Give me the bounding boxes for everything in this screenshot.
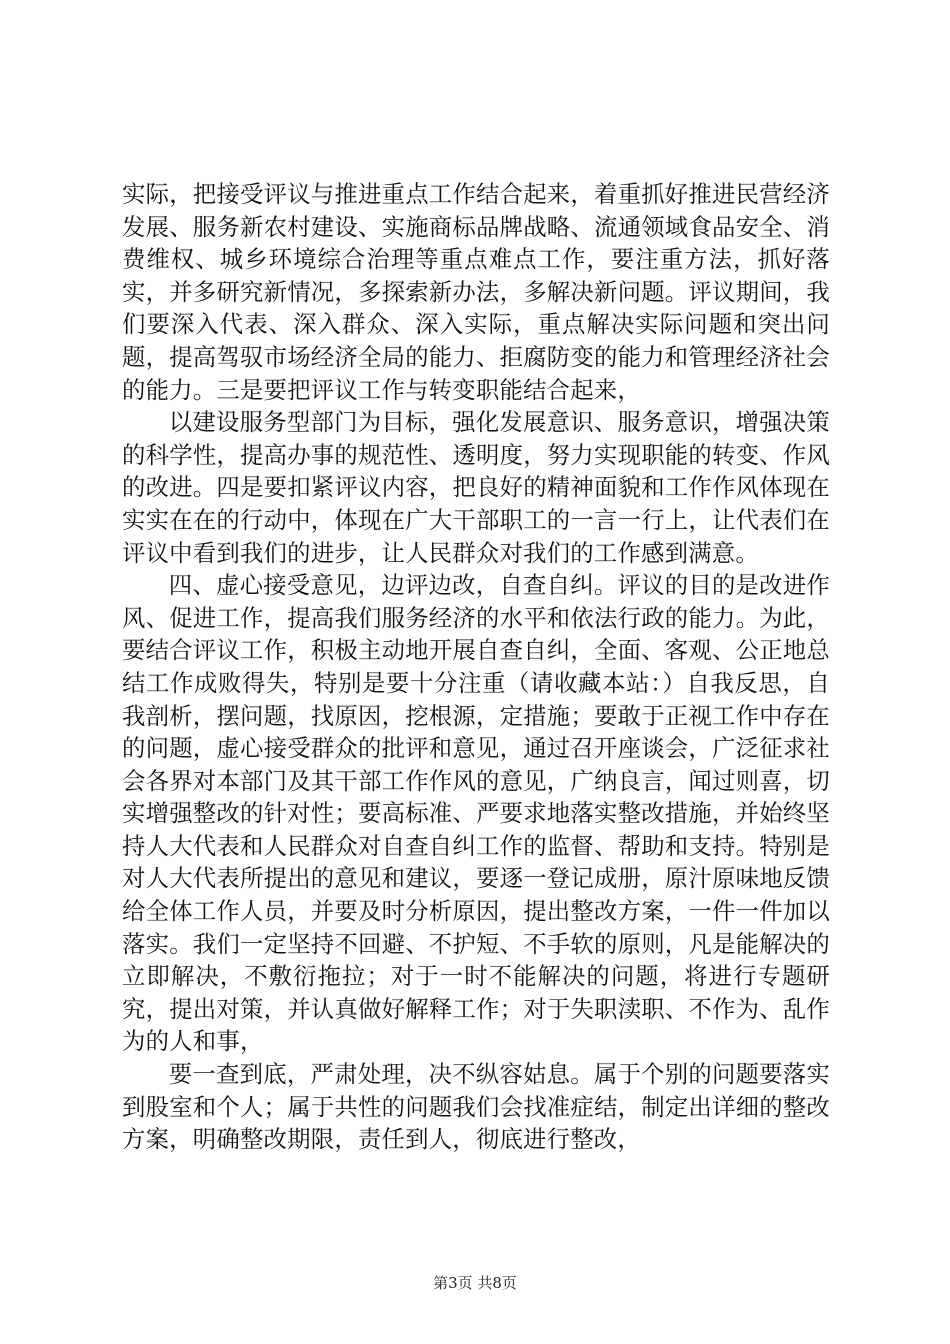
- page-number: 第3页 共8页: [433, 1274, 517, 1292]
- paragraph-3: 四、虚心接受意见，边评边改，自查自纠。评议的目的是改进作风、促进工作，提高我们服务经济的水平和依法行政的能力。为此，要结合评议工作，积极主动地开展自查自纠，全面、客观、公正地总结工作成败得失，特别是要十分注重（请收藏本站：）自我反思，自我剖析，摆问题，找原因，挖根源，定措施；要敢于正视工作中存在的问题，虚心接受群众的批评和意见，通过召开座谈会，广泛征求社会各界对本部门及其干部工作作风的意见，广纳良言，闻过则喜，切实增强整改的针对性；要高标准、严要求地落实整改措施，并始终坚持人大代表和人民群众对自查自纠工作的监督、帮助和支持。特别是对人大代表所提出的意见和建议，要逐一登记成册，原汁原味地反馈给全体工作人员，并要及时分析原因，提出整改方案，一件一件加以落实。我们一定坚持不回避、不护短、不手软的原则，凡是能解决的立即解决，不敷衍拖拉；对于一时不能解决的问题，将进行专题研究，提出对策，并认真做好解释工作；对于失职渎职、不作为、乱作为的人和事，: [122, 571, 830, 1056]
- paragraph-2: 以建设服务型部门为目标，强化发展意识、服务意识，增强决策的科学性，提高办事的规范性、透明度，努力实现职能的转变、作风的改进。四是要扣紧评议内容，把良好的精神面貌和工作作风体现在实实在在的行动中，体现在广大干部职工的一言一行上，让代表们在评议中看到我们的进步，让人民群众对我们的工作感到满意。: [122, 408, 830, 567]
- document-body: [122, 178, 830, 1156]
- paragraph-4: 要一查到底，严肃处理，决不纵容姑息。属于个别的问题要落实到股室和个人；属于共性的问题我们会找准症结，制定出详细的整改方案，明确整改期限，责任到人，彻底进行整改，: [122, 1060, 830, 1154]
- paragraph-1: 实际，把接受评议与推进重点工作结合起来，着重抓好推进民营经济发展、服务新农村建设、实施商标品牌战略、流通领域食品安全、消费维权、城乡环境综合治理等重点难点工作，要注重方法，抓好落实，并多研究新情况，多探索新办法，多解决新问题。评议期间，我们要深入代表、深入群众、深入实际，重点解决实际问题和突出问题，提高驾驭市场经济全局的能力、拒腐防变的能力和管理经济社会的能力。三是要把评议工作与转变职能结合起来，: [122, 180, 830, 404]
- page-footer: [0, 1274, 950, 1292]
